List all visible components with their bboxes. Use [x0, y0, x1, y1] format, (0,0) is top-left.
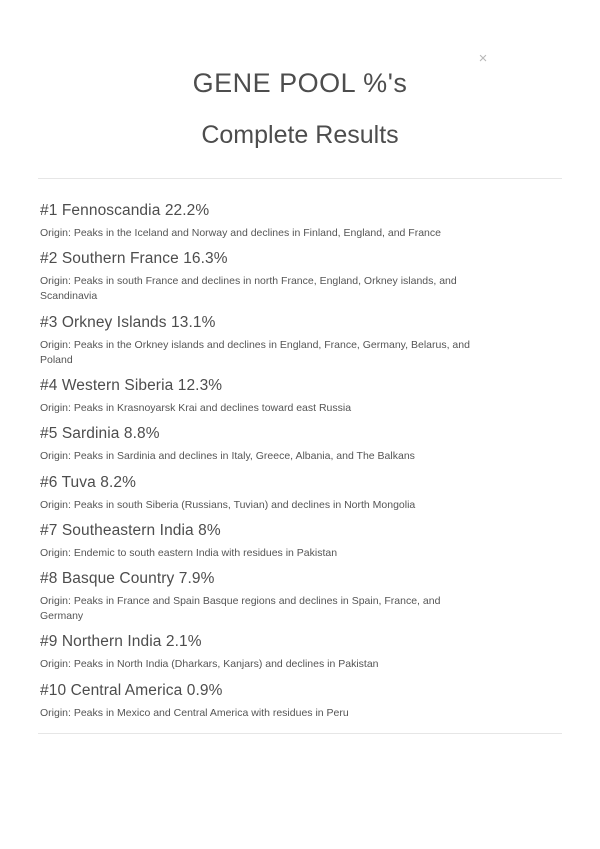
result-heading: #2 Southern France 16.3% — [40, 250, 228, 268]
result-heading: #3 Orkney Islands 13.1% — [40, 313, 216, 331]
page-title: GENE POOL %'s — [192, 68, 408, 98]
list-item — [40, 250, 560, 304]
result-origin: Origin: Peaks in south France and declines in north France, England, Orkney islands, and Scandinavia — [40, 275, 457, 303]
list-item — [40, 314, 560, 368]
close-icon[interactable]: × — [478, 50, 488, 67]
result-origin: Origin: Peaks in the Iceland and Norway and declines in Finland, England, and France — [40, 227, 441, 239]
result-heading: #4 Western Siberia 12.3% — [40, 377, 223, 395]
list-item — [40, 633, 560, 672]
result-heading: #7 Southeastern India 8% — [40, 521, 221, 539]
result-origin: Origin: Peaks in south Siberia (Russians, Tuvian) and declines in North Mongolia — [40, 498, 416, 511]
list-item — [40, 682, 560, 721]
result-origin: Origin: Peaks in France and Spain Basque regions and declines in Spain, France, and Germany — [40, 594, 441, 623]
list-item — [40, 570, 560, 624]
result-origin: Origin: Peaks in Mexico and Central America with residues in Peru — [40, 706, 349, 719]
result-origin: Origin: Peaks in Sardinia and declines in Italy, Greece, Albania, and The Balkans — [40, 450, 415, 463]
result-heading: #9 Northern India 2.1% — [40, 633, 202, 651]
result-heading: #1 Fennoscandia 22.2% — [40, 202, 210, 219]
footer-divider — [38, 733, 562, 734]
list-item — [40, 522, 560, 561]
result-origin: Origin: Peaks in the Orkney islands and declines in England, France, Germany, Belarus, and Poland — [40, 338, 470, 366]
list-item — [40, 474, 560, 513]
result-heading: #10 Central America 0.9% — [40, 681, 223, 699]
result-origin: Origin: Peaks in North India (Dharkars, Kanjars) and declines in Pakistan — [40, 658, 379, 671]
page-subtitle: Complete Results — [201, 121, 399, 149]
result-origin: Origin: Endemic to south eastern India with residues in Pakistan — [40, 546, 338, 559]
list-item — [40, 377, 560, 416]
list-item — [40, 425, 560, 464]
result-heading: #6 Tuva 8.2% — [40, 473, 136, 491]
result-origin: Origin: Peaks in Krasnoyarsk Krai and declines toward east Russia — [40, 402, 352, 415]
result-heading: #8 Basque Country 7.9% — [40, 569, 215, 587]
results-list — [0, 179, 600, 721]
result-heading: #5 Sardinia 8.8% — [40, 425, 160, 443]
list-item — [40, 202, 560, 241]
